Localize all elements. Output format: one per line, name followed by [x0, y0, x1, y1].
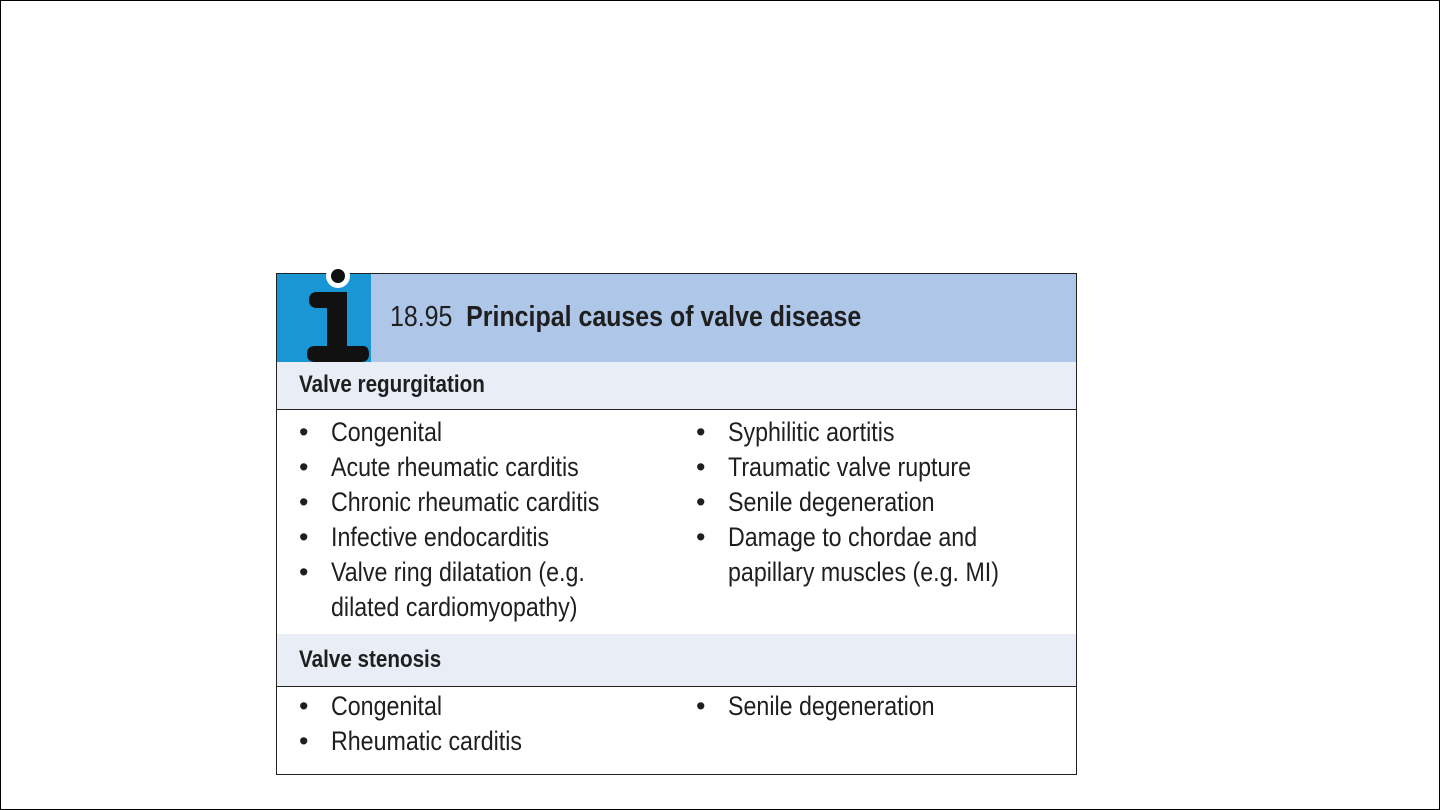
stenosis-left-list — [299, 689, 553, 759]
regurgitation-left-list — [299, 415, 643, 625]
list-item: • Congenital — [299, 691, 443, 721]
list-item: • Syphilitic aortitis — [696, 417, 895, 447]
list-item: • Damage to chordae and — [696, 522, 978, 552]
stenosis-right-list — [696, 689, 968, 724]
box-title — [390, 301, 861, 334]
list-item: • Acute rheumatic carditis — [299, 452, 579, 482]
list-item: • Traumatic valve rupture — [696, 452, 972, 482]
list-item: • Rheumatic carditis — [299, 726, 522, 756]
info-box — [276, 273, 1077, 775]
list-item: • Chronic rheumatic carditis — [299, 487, 600, 517]
list-item-continuation: papillary muscles (e.g. MI) — [728, 557, 999, 587]
regurgitation-right-list — [696, 415, 1043, 590]
box-number: 18.95 — [390, 301, 453, 333]
list-item: • Senile degeneration — [696, 487, 935, 517]
section-header-regurgitation: Valve regurgitation — [277, 362, 1076, 410]
info-icon — [277, 274, 371, 362]
list-item: • Senile degeneration — [696, 691, 935, 721]
list-item-continuation: dilated cardiomyopathy) — [331, 592, 578, 622]
section-header-stenosis: Valve stenosis — [277, 634, 1076, 687]
list-item: • Congenital — [299, 417, 443, 447]
box-header — [277, 274, 1076, 362]
list-item: • Valve ring dilatation (e.g. — [299, 557, 585, 587]
list-item: • Infective endocarditis — [299, 522, 550, 552]
box-title-text: Principal causes of valve disease — [466, 301, 862, 333]
